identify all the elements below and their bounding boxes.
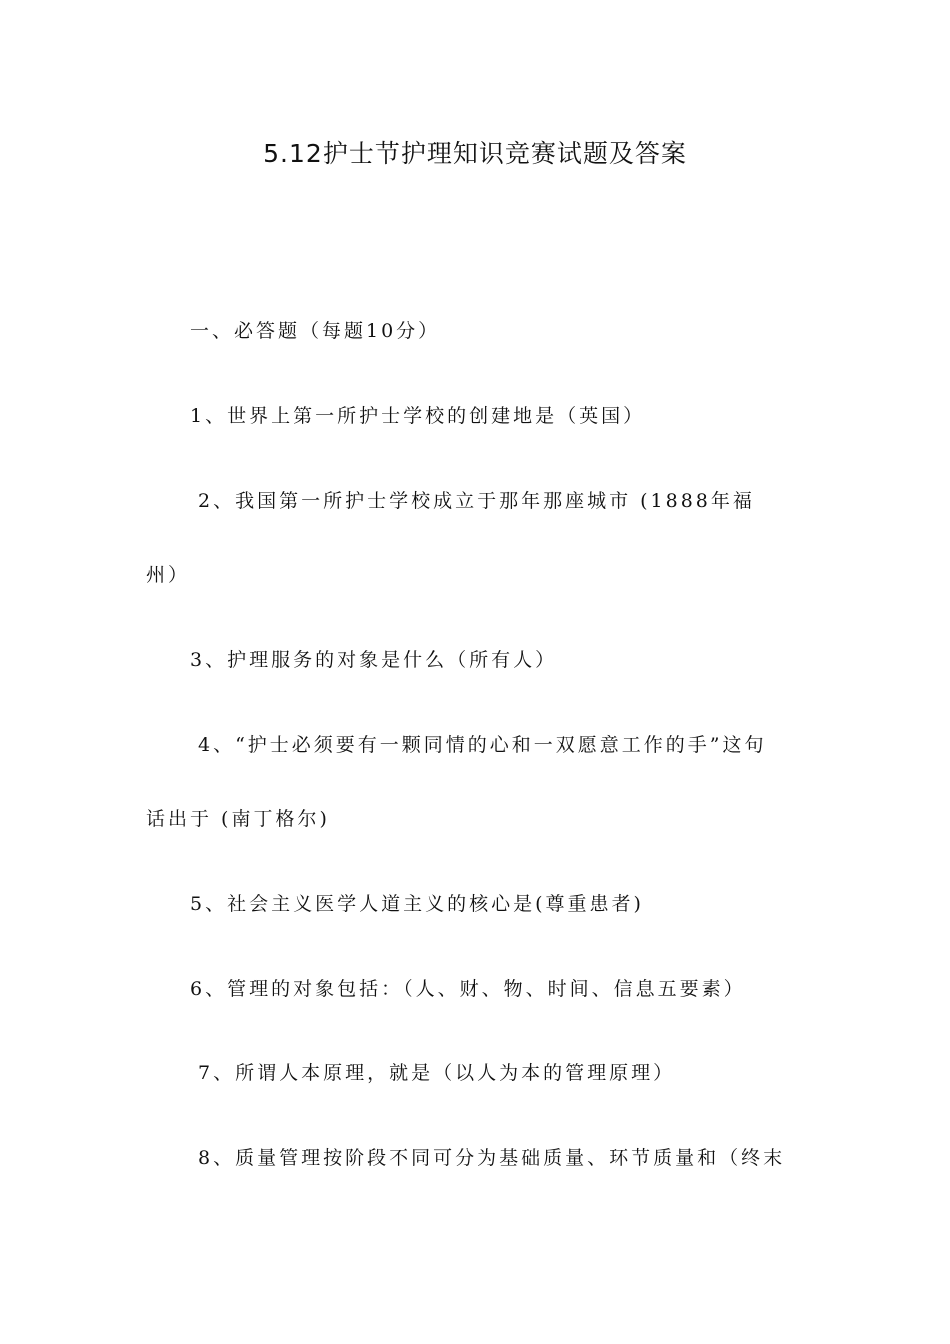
question-5: 5、社会主义医学人道主义的核心是(尊重患者) — [190, 893, 644, 915]
question-3: 3、护理服务的对象是什么（所有人） — [190, 649, 558, 671]
question-8-line-1: 8、质量管理按阶段不同可分为基础质量、环节质量和（终末 — [198, 1147, 786, 1169]
question-7: 7、所谓人本原理，就是（以人为本的管理原理） — [198, 1062, 676, 1084]
section-heading: 一、必答题（每题10分） — [190, 320, 441, 342]
question-6: 6、管理的对象包括：（人、财、物、时间、信息五要素） — [190, 978, 746, 1000]
question-2-line-1: 2、我国第一所护士学校成立于那年那座城市 (1888年福 — [198, 490, 755, 512]
document-title: 5.12护士节护理知识竞赛试题及答案 — [263, 139, 687, 168]
question-4-line-2: 话出于 (南丁格尔) — [146, 808, 330, 830]
question-1: 1、世界上第一所护士学校的创建地是（英国） — [190, 405, 646, 427]
question-2-line-2: 州） — [146, 564, 191, 586]
question-4-line-1: 4、“护士必须要有一颗同情的心和一双愿意工作的手”这句 — [198, 734, 767, 756]
